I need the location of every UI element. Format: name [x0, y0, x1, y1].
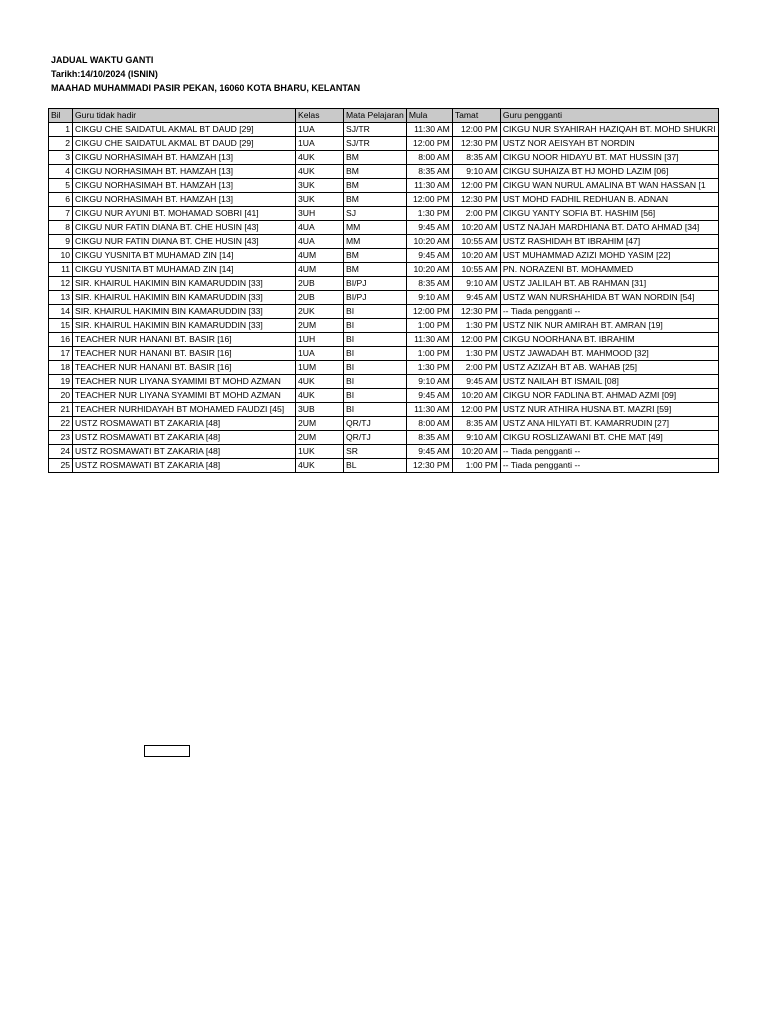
table-row	[49, 333, 719, 347]
replacement-teacher-cell: USTZ NIK NUR AMIRAH BT. AMRAN [19]	[500, 319, 718, 333]
replacement-teacher-cell: CIKGU NOORHANA BT. IBRAHIM	[500, 333, 718, 347]
end-time-cell: 9:45 AM	[452, 375, 500, 389]
absent-teacher-cell: CIKGU NUR FATIN DIANA BT. CHE HUSIN [43]	[73, 221, 296, 235]
start-time-cell: 11:30 AM	[406, 179, 452, 193]
end-time-cell: 9:10 AM	[452, 431, 500, 445]
absent-teacher-cell: CIKGU NORHASIMAH BT. HAMZAH [13]	[73, 179, 296, 193]
start-time-cell: 11:30 AM	[406, 123, 452, 137]
class-cell: 2UK	[296, 305, 344, 319]
subject-cell: SR	[344, 445, 407, 459]
subject-cell: BI	[344, 319, 407, 333]
absent-teacher-cell: TEACHER NUR LIYANA SYAMIMI BT MOHD AZMAN	[73, 375, 296, 389]
start-time-cell: 9:45 AM	[406, 389, 452, 403]
subject-cell: QR/TJ	[344, 431, 407, 445]
table-body	[49, 123, 719, 473]
absent-teacher-cell: USTZ ROSMAWATI BT ZAKARIA [48]	[73, 417, 296, 431]
row-number-cell: 6	[49, 193, 73, 207]
subject-cell: BM	[344, 179, 407, 193]
replacement-teacher-cell: CIKGU NUR SYAHIRAH HAZIQAH BT. MOHD SHUKRI	[500, 123, 718, 137]
class-cell: 1UA	[296, 137, 344, 151]
subject-cell: SJ/TR	[344, 123, 407, 137]
class-cell: 1UM	[296, 361, 344, 375]
subject-cell: BI	[344, 347, 407, 361]
row-number-cell: 24	[49, 445, 73, 459]
absent-teacher-cell: USTZ ROSMAWATI BT ZAKARIA [48]	[73, 459, 296, 473]
replacement-teacher-cell: -- Tiada pengganti --	[500, 459, 718, 473]
replacement-teacher-cell: -- Tiada pengganti --	[500, 445, 718, 459]
subject-cell: BM	[344, 263, 407, 277]
start-time-cell: 9:45 AM	[406, 221, 452, 235]
replacement-teacher-cell: USTZ ANA HILYATI BT. KAMARRUDIN [27]	[500, 417, 718, 431]
row-number-cell: 3	[49, 151, 73, 165]
start-time-cell: 1:30 PM	[406, 207, 452, 221]
subject-cell: BI	[344, 333, 407, 347]
subject-cell: BL	[344, 459, 407, 473]
absent-teacher-cell: TEACHER NUR HANANI BT. BASIR [16]	[73, 347, 296, 361]
subject-cell: BI	[344, 389, 407, 403]
end-time-cell: 10:55 AM	[452, 235, 500, 249]
replacement-teacher-cell: CIKGU NOOR HIDAYU BT. MAT HUSSIN [37]	[500, 151, 718, 165]
replacement-teacher-cell: CIKGU WAN NURUL AMALINA BT WAN HASSAN [1	[500, 179, 718, 193]
row-number-cell: 18	[49, 361, 73, 375]
row-number-cell: 14	[49, 305, 73, 319]
replacement-teacher-cell: CIKGU YANTY SOFIA BT. HASHIM [56]	[500, 207, 718, 221]
end-time-cell: 2:00 PM	[452, 361, 500, 375]
row-number-cell: 9	[49, 235, 73, 249]
row-number-cell: 12	[49, 277, 73, 291]
row-number-cell: 16	[49, 333, 73, 347]
table-row	[49, 263, 719, 277]
end-time-cell: 2:00 PM	[452, 207, 500, 221]
document-date: Tarikh:14/10/2024 (ISNIN)	[51, 69, 158, 79]
column-header-absent-teacher: Guru tidak hadir	[73, 109, 296, 123]
class-cell: 2UM	[296, 417, 344, 431]
table-row	[49, 137, 719, 151]
table-row	[49, 249, 719, 263]
replacement-teacher-cell: -- Tiada pengganti --	[500, 305, 718, 319]
end-time-cell: 1:00 PM	[452, 459, 500, 473]
table-row	[49, 375, 719, 389]
absent-teacher-cell: SIR. KHAIRUL HAKIMIN BIN KAMARUDDIN [33]	[73, 305, 296, 319]
absent-teacher-cell: TEACHER NUR HANANI BT. BASIR [16]	[73, 333, 296, 347]
class-cell: 4UK	[296, 389, 344, 403]
class-cell: 4UK	[296, 459, 344, 473]
table-row	[49, 417, 719, 431]
end-time-cell: 9:10 AM	[452, 165, 500, 179]
replacement-teacher-cell: CIKGU ROSLIZAWANI BT. CHE MAT [49]	[500, 431, 718, 445]
table-row	[49, 123, 719, 137]
subject-cell: BI	[344, 305, 407, 319]
replacement-teacher-cell: USTZ AZIZAH BT AB. WAHAB [25]	[500, 361, 718, 375]
subject-cell: QR/TJ	[344, 417, 407, 431]
header-row	[49, 109, 719, 123]
class-cell: 2UM	[296, 319, 344, 333]
table-row	[49, 431, 719, 445]
replacement-teacher-cell: USTZ NAJAH MARDHIANA BT. DATO AHMAD [34]	[500, 221, 718, 235]
absent-teacher-cell: CIKGU YUSNITA BT MUHAMAD ZIN [14]	[73, 263, 296, 277]
replacement-teacher-cell: USTZ JALILAH BT. AB RAHMAN [31]	[500, 277, 718, 291]
class-cell: 1UH	[296, 333, 344, 347]
replacement-teacher-cell: USTZ WAN NURSHAHIDA BT WAN NORDIN [54]	[500, 291, 718, 305]
start-time-cell: 1:30 PM	[406, 361, 452, 375]
end-time-cell: 12:00 PM	[452, 179, 500, 193]
absent-teacher-cell: SIR. KHAIRUL HAKIMIN BIN KAMARUDDIN [33]	[73, 291, 296, 305]
subject-cell: BI/PJ	[344, 291, 407, 305]
document-title: JADUAL WAKTU GANTI	[51, 55, 154, 65]
column-header-class: Kelas	[296, 109, 344, 123]
row-number-cell: 2	[49, 137, 73, 151]
absent-teacher-cell: TEACHER NURHIDAYAH BT MOHAMED FAUDZI [45]	[73, 403, 296, 417]
end-time-cell: 10:20 AM	[452, 445, 500, 459]
table-row	[49, 235, 719, 249]
subject-cell: BI	[344, 403, 407, 417]
start-time-cell: 12:30 PM	[406, 459, 452, 473]
end-time-cell: 1:30 PM	[452, 347, 500, 361]
start-time-cell: 9:45 AM	[406, 249, 452, 263]
class-cell: 4UA	[296, 235, 344, 249]
subject-cell: BM	[344, 193, 407, 207]
end-time-cell: 10:20 AM	[452, 221, 500, 235]
table-row	[49, 207, 719, 221]
table-row	[49, 165, 719, 179]
subject-cell: BM	[344, 165, 407, 179]
replacement-teacher-cell: CIKGU SUHAIZA BT HJ MOHD LAZIM [06]	[500, 165, 718, 179]
class-cell: 4UK	[296, 151, 344, 165]
row-number-cell: 10	[49, 249, 73, 263]
row-number-cell: 7	[49, 207, 73, 221]
absent-teacher-cell: TEACHER NUR LIYANA SYAMIMI BT MOHD AZMAN	[73, 389, 296, 403]
end-time-cell: 10:20 AM	[452, 249, 500, 263]
end-time-cell: 8:35 AM	[452, 417, 500, 431]
subject-cell: SJ	[344, 207, 407, 221]
row-number-cell: 25	[49, 459, 73, 473]
class-cell: 2UB	[296, 277, 344, 291]
table-row	[49, 361, 719, 375]
table-row	[49, 151, 719, 165]
table-row	[49, 277, 719, 291]
absent-teacher-cell: USTZ ROSMAWATI BT ZAKARIA [48]	[73, 445, 296, 459]
subject-cell: BM	[344, 249, 407, 263]
start-time-cell: 8:00 AM	[406, 417, 452, 431]
start-time-cell: 8:00 AM	[406, 151, 452, 165]
absent-teacher-cell: TEACHER NUR HANANI BT. BASIR [16]	[73, 361, 296, 375]
replacement-teacher-cell: UST MOHD FADHIL REDHUAN B. ADNAN	[500, 193, 718, 207]
class-cell: 4UK	[296, 165, 344, 179]
row-number-cell: 13	[49, 291, 73, 305]
row-number-cell: 19	[49, 375, 73, 389]
start-time-cell: 9:45 AM	[406, 445, 452, 459]
table-row	[49, 221, 719, 235]
table-row	[49, 179, 719, 193]
row-number-cell: 11	[49, 263, 73, 277]
empty-cell-box	[144, 745, 190, 757]
relief-timetable	[48, 108, 719, 473]
replacement-teacher-cell: UST MUHAMMAD AZIZI MOHD YASIM [22]	[500, 249, 718, 263]
row-number-cell: 8	[49, 221, 73, 235]
row-number-cell: 15	[49, 319, 73, 333]
class-cell: 4UK	[296, 375, 344, 389]
document-header	[51, 53, 360, 95]
column-header-start: Mula	[406, 109, 452, 123]
end-time-cell: 1:30 PM	[452, 319, 500, 333]
absent-teacher-cell: CIKGU YUSNITA BT MUHAMAD ZIN [14]	[73, 249, 296, 263]
class-cell: 4UM	[296, 249, 344, 263]
table-row	[49, 403, 719, 417]
subject-cell: SJ/TR	[344, 137, 407, 151]
replacement-teacher-cell: PN. NORAZENI BT. MOHAMMED	[500, 263, 718, 277]
column-header-end: Tamat	[452, 109, 500, 123]
table-row	[49, 445, 719, 459]
class-cell: 3UK	[296, 193, 344, 207]
class-cell: 1UA	[296, 347, 344, 361]
absent-teacher-cell: USTZ ROSMAWATI BT ZAKARIA [48]	[73, 431, 296, 445]
row-number-cell: 21	[49, 403, 73, 417]
class-cell: 3UB	[296, 403, 344, 417]
class-cell: 4UM	[296, 263, 344, 277]
start-time-cell: 8:35 AM	[406, 431, 452, 445]
start-time-cell: 1:00 PM	[406, 347, 452, 361]
subject-cell: BI/PJ	[344, 277, 407, 291]
end-time-cell: 10:20 AM	[452, 389, 500, 403]
replacement-teacher-cell: USTZ NOR AEISYAH BT NORDIN	[500, 137, 718, 151]
replacement-teacher-cell: USTZ NUR ATHIRA HUSNA BT. MAZRI [59]	[500, 403, 718, 417]
end-time-cell: 12:30 PM	[452, 193, 500, 207]
table-row	[49, 193, 719, 207]
absent-teacher-cell: CIKGU NUR FATIN DIANA BT. CHE HUSIN [43]	[73, 235, 296, 249]
start-time-cell: 10:20 AM	[406, 235, 452, 249]
absent-teacher-cell: CIKGU NORHASIMAH BT. HAMZAH [13]	[73, 193, 296, 207]
column-header-bil: Bil	[49, 109, 73, 123]
absent-teacher-cell: SIR. KHAIRUL HAKIMIN BIN KAMARUDDIN [33]	[73, 277, 296, 291]
subject-cell: MM	[344, 221, 407, 235]
class-cell: 3UK	[296, 179, 344, 193]
class-cell: 4UA	[296, 221, 344, 235]
table-row	[49, 291, 719, 305]
table-row	[49, 459, 719, 473]
absent-teacher-cell: SIR. KHAIRUL HAKIMIN BIN KAMARUDDIN [33]	[73, 319, 296, 333]
row-number-cell: 1	[49, 123, 73, 137]
class-cell: 2UM	[296, 431, 344, 445]
start-time-cell: 10:20 AM	[406, 263, 452, 277]
replacement-teacher-cell: USTZ RASHIDAH BT IBRAHIM [47]	[500, 235, 718, 249]
start-time-cell: 9:10 AM	[406, 375, 452, 389]
start-time-cell: 11:30 AM	[406, 333, 452, 347]
end-time-cell: 12:30 PM	[452, 137, 500, 151]
end-time-cell: 9:45 AM	[452, 291, 500, 305]
column-header-subject: Mata Pelajaran	[344, 109, 407, 123]
class-cell: 3UH	[296, 207, 344, 221]
end-time-cell: 12:00 PM	[452, 333, 500, 347]
absent-teacher-cell: CIKGU NORHASIMAH BT. HAMZAH [13]	[73, 151, 296, 165]
start-time-cell: 8:35 AM	[406, 277, 452, 291]
replacement-teacher-cell: USTZ NAILAH BT ISMAIL [08]	[500, 375, 718, 389]
class-cell: 1UA	[296, 123, 344, 137]
table-row	[49, 389, 719, 403]
row-number-cell: 5	[49, 179, 73, 193]
start-time-cell: 9:10 AM	[406, 291, 452, 305]
table-row	[49, 305, 719, 319]
row-number-cell: 23	[49, 431, 73, 445]
absent-teacher-cell: CIKGU NUR AYUNI BT. MOHAMAD SOBRI [41]	[73, 207, 296, 221]
table-row	[49, 347, 719, 361]
start-time-cell: 1:00 PM	[406, 319, 452, 333]
column-header-replacement-teacher: Guru pengganti	[500, 109, 718, 123]
row-number-cell: 22	[49, 417, 73, 431]
class-cell: 2UB	[296, 291, 344, 305]
row-number-cell: 4	[49, 165, 73, 179]
absent-teacher-cell: CIKGU CHE SAIDATUL AKMAL BT DAUD [29]	[73, 137, 296, 151]
table-row	[49, 319, 719, 333]
replacement-teacher-cell: USTZ JAWADAH BT. MAHMOOD [32]	[500, 347, 718, 361]
start-time-cell: 12:00 PM	[406, 193, 452, 207]
row-number-cell: 20	[49, 389, 73, 403]
end-time-cell: 8:35 AM	[452, 151, 500, 165]
end-time-cell: 9:10 AM	[452, 277, 500, 291]
absent-teacher-cell: CIKGU CHE SAIDATUL AKMAL BT DAUD [29]	[73, 123, 296, 137]
end-time-cell: 10:55 AM	[452, 263, 500, 277]
school-name: MAAHAD MUHAMMADI PASIR PEKAN, 16060 KOTA BHARU, KELANTAN	[51, 83, 361, 93]
row-number-cell: 17	[49, 347, 73, 361]
subject-cell: BI	[344, 361, 407, 375]
start-time-cell: 8:35 AM	[406, 165, 452, 179]
start-time-cell: 12:00 PM	[406, 137, 452, 151]
subject-cell: BM	[344, 151, 407, 165]
end-time-cell: 12:00 PM	[452, 123, 500, 137]
start-time-cell: 11:30 AM	[406, 403, 452, 417]
end-time-cell: 12:00 PM	[452, 403, 500, 417]
end-time-cell: 12:30 PM	[452, 305, 500, 319]
replacement-teacher-cell: CIKGU NOR FADLINA BT. AHMAD AZMI [09]	[500, 389, 718, 403]
absent-teacher-cell: CIKGU NORHASIMAH BT. HAMZAH [13]	[73, 165, 296, 179]
subject-cell: MM	[344, 235, 407, 249]
subject-cell: BI	[344, 375, 407, 389]
start-time-cell: 12:00 PM	[406, 305, 452, 319]
class-cell: 1UK	[296, 445, 344, 459]
